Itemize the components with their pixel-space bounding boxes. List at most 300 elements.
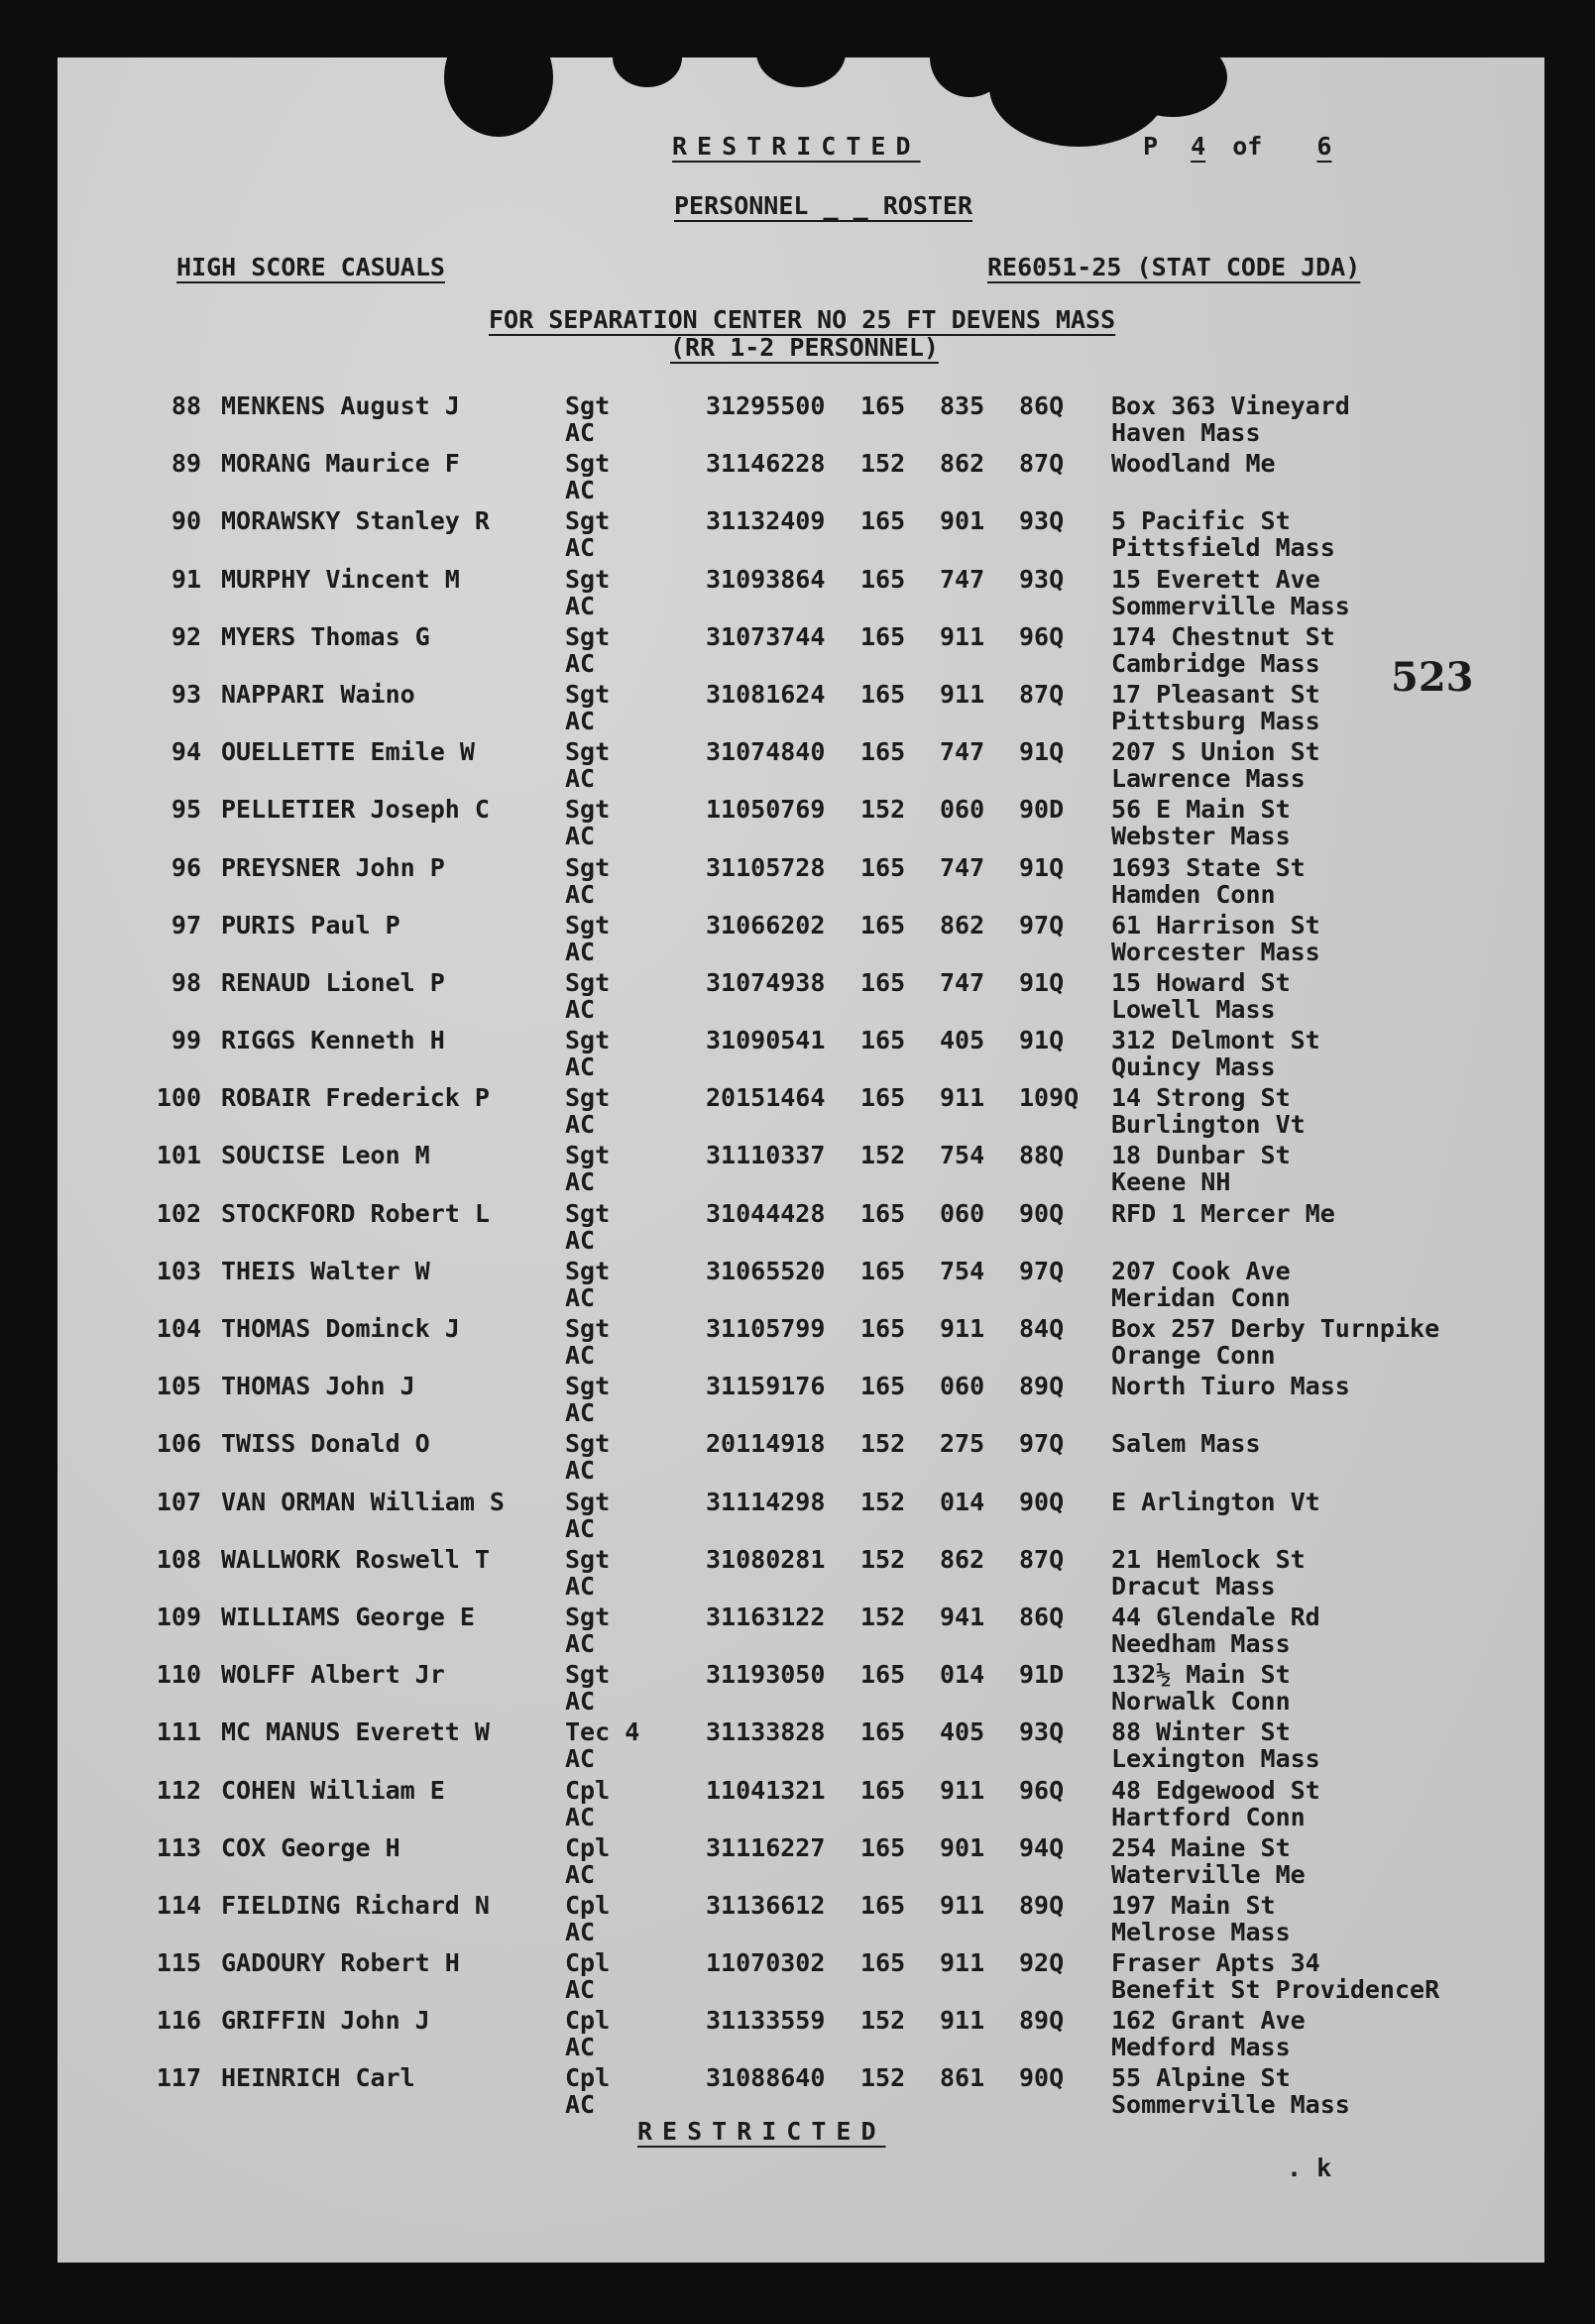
row-number: 107 — [156, 1487, 201, 1516]
arm-of-service: AC — [565, 1225, 596, 1255]
address-line-2: Haven Mass — [1111, 418, 1261, 447]
soldier-name: GRIFFIN John J — [221, 2006, 430, 2036]
soldier-name: THOMAS John J — [221, 1372, 415, 1401]
serial-number: 31074938 — [706, 967, 826, 997]
arm-of-service: AC — [565, 591, 596, 620]
page-indicator — [1143, 132, 1331, 161]
grade: Sgt — [565, 1429, 611, 1459]
score-code: 93Q — [1019, 506, 1065, 536]
score-code: 91D — [1019, 1660, 1065, 1690]
address-line-1: 207 Cook Ave — [1111, 1256, 1291, 1285]
grade: Sgt — [565, 679, 611, 709]
grade: Sgt — [565, 1083, 611, 1113]
grade: Cpl — [565, 1775, 611, 1805]
grade: Sgt — [565, 1256, 611, 1285]
soldier-name: PREYSNER John P — [221, 852, 445, 882]
address-line-2: Pittsfield Mass — [1111, 533, 1335, 563]
row-number: 89 — [171, 449, 201, 479]
code-a: 165 — [860, 621, 906, 651]
address-line-1: 14 Strong St — [1111, 1083, 1291, 1113]
score-code: 90Q — [1019, 2063, 1065, 2093]
table-row — [57, 1833, 1544, 1891]
table-row — [57, 1372, 1544, 1429]
arm-of-service: AC — [565, 879, 596, 909]
address-line-2: Cambridge Mass — [1111, 648, 1320, 678]
score-code: 94Q — [1019, 1832, 1065, 1862]
row-number: 115 — [156, 1948, 201, 1978]
code-b: 060 — [940, 1198, 985, 1228]
arm-of-service: AC — [565, 1571, 596, 1601]
address-line-1: 174 Chestnut St — [1111, 621, 1335, 651]
soldier-name: THEIS Walter W — [221, 1256, 430, 1285]
page-total: 6 — [1316, 132, 1332, 161]
code-b: 911 — [940, 1948, 985, 1978]
arm-of-service: AC — [565, 476, 596, 505]
code-b: 014 — [940, 1487, 985, 1516]
soldier-name: MURPHY Vincent M — [221, 564, 460, 594]
address-line-1: Box 257 Derby Turnpike — [1111, 1314, 1440, 1343]
soldier-name: MYERS Thomas G — [221, 621, 430, 651]
soldier-name: MC MANUS Everett W — [221, 1717, 490, 1747]
table-row — [57, 1488, 1544, 1545]
address-line-2: Burlington Vt — [1111, 1110, 1306, 1140]
grade: Cpl — [565, 1832, 611, 1862]
grade: Sgt — [565, 1314, 611, 1343]
address-line-1: Woodland Me — [1111, 449, 1276, 479]
arm-of-service: AC — [565, 1110, 596, 1140]
code-a: 165 — [860, 967, 906, 997]
score-code: 89Q — [1019, 1372, 1065, 1401]
unit-name: HIGH SCORE CASUALS — [176, 253, 445, 281]
soldier-name: MORANG Maurice F — [221, 449, 460, 479]
code-b: 901 — [940, 506, 985, 536]
row-number: 99 — [171, 1026, 201, 1055]
arm-of-service: AC — [565, 1513, 596, 1543]
score-code: 109Q — [1019, 1083, 1080, 1113]
address-line-2: Sommerville Mass — [1111, 2090, 1350, 2120]
address-line-1: Salem Mass — [1111, 1429, 1261, 1459]
arm-of-service: AC — [565, 1167, 596, 1197]
arm-of-service: AC — [565, 706, 596, 735]
code-b: 060 — [940, 795, 985, 825]
code-b: 747 — [940, 852, 985, 882]
table-row — [57, 1776, 1544, 1833]
address-line-2: Worcester Mass — [1111, 937, 1320, 966]
address-line-1: 5 Pacific St — [1111, 506, 1291, 536]
soldier-name: HEINRICH Carl — [221, 2063, 415, 2093]
score-code: 91Q — [1019, 737, 1065, 767]
arm-of-service: AC — [565, 2090, 596, 2120]
grade: Sgt — [565, 852, 611, 882]
soldier-name: SOUCISE Leon M — [221, 1141, 430, 1170]
serial-number: 31093864 — [706, 564, 826, 594]
table-row — [57, 565, 1544, 622]
score-code: 89Q — [1019, 2006, 1065, 2036]
table-row — [57, 680, 1544, 737]
table-row — [57, 1026, 1544, 1083]
code-b: 747 — [940, 564, 985, 594]
serial-number: 31295500 — [706, 391, 826, 420]
arm-of-service: AC — [565, 937, 596, 966]
code-b: 941 — [940, 1602, 985, 1631]
code-a: 152 — [860, 2006, 906, 2036]
table-row — [57, 622, 1544, 680]
code-b: 911 — [940, 621, 985, 651]
table-row — [57, 1083, 1544, 1141]
score-code: 97Q — [1019, 910, 1065, 940]
code-a: 165 — [860, 564, 906, 594]
code-a: 165 — [860, 1198, 906, 1228]
grade: Sgt — [565, 1487, 611, 1516]
code-b: 901 — [940, 1832, 985, 1862]
row-number: 95 — [171, 795, 201, 825]
table-row — [57, 968, 1544, 1026]
arm-of-service: AC — [565, 1628, 596, 1658]
score-code: 89Q — [1019, 1890, 1065, 1920]
address-line-2: Melrose Mass — [1111, 1917, 1291, 1946]
arm-of-service: AC — [565, 1398, 596, 1428]
table-row — [57, 506, 1544, 564]
score-code: 91Q — [1019, 1026, 1065, 1055]
code-a: 165 — [860, 1890, 906, 1920]
grade: Sgt — [565, 967, 611, 997]
row-number: 93 — [171, 679, 201, 709]
code-b: 754 — [940, 1141, 985, 1170]
grade: Sgt — [565, 795, 611, 825]
code-a: 152 — [860, 1602, 906, 1631]
arm-of-service: AC — [565, 1052, 596, 1082]
row-number: 104 — [156, 1314, 201, 1343]
score-code: 97Q — [1019, 1256, 1065, 1285]
grade: Sgt — [565, 449, 611, 479]
soldier-name: RIGGS Kenneth H — [221, 1026, 445, 1055]
address-line-1: 48 Edgewood St — [1111, 1775, 1320, 1805]
grade: Sgt — [565, 391, 611, 420]
code-b: 747 — [940, 967, 985, 997]
ink-blot — [756, 57, 846, 87]
address-line-2: Norwalk Conn — [1111, 1687, 1291, 1716]
address-line-1: 197 Main St — [1111, 1890, 1276, 1920]
address-line-1: 132½ Main St — [1111, 1660, 1291, 1690]
score-code: 93Q — [1019, 564, 1065, 594]
score-code: 90Q — [1019, 1487, 1065, 1516]
arm-of-service: AC — [565, 2033, 596, 2062]
table-row — [57, 1603, 1544, 1660]
address-line-1: 56 E Main St — [1111, 795, 1291, 825]
classification-footer: RESTRICTED — [637, 2117, 886, 2146]
grade: Sgt — [565, 1372, 611, 1401]
row-number: 91 — [171, 564, 201, 594]
code-a: 165 — [860, 1832, 906, 1862]
code-a: 152 — [860, 1429, 906, 1459]
table-row — [57, 911, 1544, 968]
score-code: 91Q — [1019, 852, 1065, 882]
table-row — [57, 2063, 1544, 2121]
address-line-1: 207 S Union St — [1111, 737, 1320, 767]
code-a: 165 — [860, 1717, 906, 1747]
row-number: 117 — [156, 2063, 201, 2093]
address-line-1: 44 Glendale Rd — [1111, 1602, 1320, 1631]
score-code: 86Q — [1019, 391, 1065, 420]
address-line-2: Lawrence Mass — [1111, 764, 1306, 794]
soldier-name: OUELLETTE Emile W — [221, 737, 475, 767]
code-b: 862 — [940, 910, 985, 940]
grade: Sgt — [565, 1141, 611, 1170]
soldier-name: PURIS Paul P — [221, 910, 400, 940]
arm-of-service: AC — [565, 1456, 596, 1486]
table-row — [57, 2006, 1544, 2063]
score-code: 87Q — [1019, 679, 1065, 709]
serial-number: 31088640 — [706, 2063, 826, 2093]
code-a: 152 — [860, 795, 906, 825]
serial-number: 20151464 — [706, 1083, 826, 1113]
grade: Sgt — [565, 1026, 611, 1055]
row-number: 94 — [171, 737, 201, 767]
table-row — [57, 1141, 1544, 1198]
address-line-2: Medford Mass — [1111, 2033, 1291, 2062]
address-line-1: 254 Maine St — [1111, 1832, 1291, 1862]
code-a: 152 — [860, 449, 906, 479]
score-code: 97Q — [1019, 1429, 1065, 1459]
address-line-1: 15 Everett Ave — [1111, 564, 1320, 594]
serial-number: 31105728 — [706, 852, 826, 882]
row-number: 98 — [171, 967, 201, 997]
code-b: 911 — [940, 1775, 985, 1805]
soldier-name: COX George H — [221, 1832, 400, 1862]
score-code: 96Q — [1019, 621, 1065, 651]
row-number: 114 — [156, 1890, 201, 1920]
code-b: 862 — [940, 449, 985, 479]
arm-of-service: AC — [565, 1802, 596, 1831]
soldier-name: WALLWORK Roswell T — [221, 1544, 490, 1574]
grade: Sgt — [565, 737, 611, 767]
code-a: 165 — [860, 506, 906, 536]
score-code: 86Q — [1019, 1602, 1065, 1631]
soldier-name: MENKENS August J — [221, 391, 460, 420]
grade: Sgt — [565, 1198, 611, 1228]
row-number: 97 — [171, 910, 201, 940]
of-label: of — [1232, 132, 1263, 161]
code-b: 014 — [940, 1660, 985, 1690]
score-code: 96Q — [1019, 1775, 1065, 1805]
grade: Sgt — [565, 506, 611, 536]
code-a: 165 — [860, 679, 906, 709]
grade: Sgt — [565, 564, 611, 594]
address-line-2: Needham Mass — [1111, 1628, 1291, 1658]
serial-number: 31132409 — [706, 506, 826, 536]
soldier-name: ROBAIR Frederick P — [221, 1083, 490, 1113]
grade: Cpl — [565, 1948, 611, 1978]
row-number: 96 — [171, 852, 201, 882]
address-line-2: Benefit St ProvidenceR — [1111, 1975, 1440, 2005]
serial-number: 11041321 — [706, 1775, 826, 1805]
row-number: 100 — [156, 1083, 201, 1113]
row-number: 103 — [156, 1256, 201, 1285]
stamp-number: 523 — [1391, 654, 1474, 701]
code-a: 165 — [860, 1660, 906, 1690]
table-row — [57, 1891, 1544, 1948]
serial-number: 31110337 — [706, 1141, 826, 1170]
code-b: 911 — [940, 679, 985, 709]
serial-number: 11050769 — [706, 795, 826, 825]
code-a: 165 — [860, 1083, 906, 1113]
stat-code: RE6051-25 (STAT CODE JDA) — [987, 253, 1361, 281]
serial-number: 31193050 — [706, 1660, 826, 1690]
serial-number: 31136612 — [706, 1890, 826, 1920]
table-row — [57, 795, 1544, 852]
score-code: 92Q — [1019, 1948, 1065, 1978]
row-number: 116 — [156, 2006, 201, 2036]
soldier-name: FIELDING Richard N — [221, 1890, 490, 1920]
code-a: 152 — [860, 1141, 906, 1170]
code-b: 911 — [940, 2006, 985, 2036]
code-a: 165 — [860, 1256, 906, 1285]
score-code: 87Q — [1019, 1544, 1065, 1574]
code-b: 405 — [940, 1026, 985, 1055]
soldier-name: RENAUD Lionel P — [221, 967, 445, 997]
destination-line: FOR SEPARATION CENTER NO 25 FT DEVENS MASS — [489, 305, 1116, 334]
code-b: 405 — [940, 1717, 985, 1747]
code-b: 911 — [940, 1083, 985, 1113]
row-number: 105 — [156, 1372, 201, 1401]
address-line-1: 61 Harrison St — [1111, 910, 1320, 940]
serial-number: 31044428 — [706, 1198, 826, 1228]
table-row — [57, 1257, 1544, 1314]
address-line-2: Hartford Conn — [1111, 1802, 1306, 1831]
code-b: 911 — [940, 1890, 985, 1920]
code-a: 165 — [860, 1948, 906, 1978]
soldier-name: MORAWSKY Stanley R — [221, 506, 490, 536]
code-b: 911 — [940, 1314, 985, 1343]
address-line-1: 18 Dunbar St — [1111, 1141, 1291, 1170]
soldier-name: STOCKFORD Robert L — [221, 1198, 490, 1228]
arm-of-service: AC — [565, 822, 596, 851]
code-b: 754 — [940, 1256, 985, 1285]
serial-number: 20114918 — [706, 1429, 826, 1459]
row-number: 92 — [171, 621, 201, 651]
soldier-name: GADOURY Robert H — [221, 1948, 460, 1978]
code-a: 152 — [860, 1544, 906, 1574]
address-line-2: Hamden Conn — [1111, 879, 1276, 909]
score-code: 84Q — [1019, 1314, 1065, 1343]
serial-number: 31159176 — [706, 1372, 826, 1401]
serial-number: 31133828 — [706, 1717, 826, 1747]
code-b: 275 — [940, 1429, 985, 1459]
address-line-1: 162 Grant Ave — [1111, 2006, 1306, 2036]
grade: Sgt — [565, 621, 611, 651]
soldier-name: COHEN William E — [221, 1775, 445, 1805]
grade: Sgt — [565, 1544, 611, 1574]
row-number: 113 — [156, 1832, 201, 1862]
address-line-2: Dracut Mass — [1111, 1571, 1276, 1601]
address-line-2: Meridan Conn — [1111, 1282, 1291, 1312]
soldier-name: WILLIAMS George E — [221, 1602, 475, 1631]
address-line-1: 1693 State St — [1111, 852, 1306, 882]
serial-number: 31146228 — [706, 449, 826, 479]
arm-of-service: AC — [565, 1341, 596, 1370]
address-line-1: 55 Alpine St — [1111, 2063, 1291, 2093]
serial-number: 31081624 — [706, 679, 826, 709]
row-number: 110 — [156, 1660, 201, 1690]
score-code: 90D — [1019, 795, 1065, 825]
soldier-name: WOLFF Albert Jr — [221, 1660, 445, 1690]
row-number: 112 — [156, 1775, 201, 1805]
row-number: 106 — [156, 1429, 201, 1459]
code-a: 165 — [860, 852, 906, 882]
code-b: 835 — [940, 391, 985, 420]
address-line-1: RFD 1 Mercer Me — [1111, 1198, 1335, 1228]
row-number: 90 — [171, 506, 201, 536]
row-number: 108 — [156, 1544, 201, 1574]
serial-number: 31074840 — [706, 737, 826, 767]
arm-of-service: AC — [565, 1282, 596, 1312]
code-a: 152 — [860, 1487, 906, 1516]
address-line-2: Lexington Mass — [1111, 1744, 1320, 1774]
score-code: 88Q — [1019, 1141, 1065, 1170]
arm-of-service: AC — [565, 1687, 596, 1716]
serial-number: 31090541 — [706, 1026, 826, 1055]
code-a: 165 — [860, 391, 906, 420]
roster-title: PERSONNEL _ _ ROSTER — [674, 191, 973, 220]
code-a: 165 — [860, 910, 906, 940]
code-a: 152 — [860, 2063, 906, 2093]
row-number: 102 — [156, 1198, 201, 1228]
address-line-1: 15 Howard St — [1111, 967, 1291, 997]
arm-of-service: AC — [565, 1859, 596, 1889]
code-a: 165 — [860, 1314, 906, 1343]
score-code: 93Q — [1019, 1717, 1065, 1747]
serial-number: 31065520 — [706, 1256, 826, 1285]
address-line-1: E Arlington Vt — [1111, 1487, 1320, 1516]
corner-mark: . k — [1287, 2154, 1332, 2182]
page-label: P — [1143, 132, 1159, 161]
grade: Tec 4 — [565, 1717, 640, 1747]
code-b: 862 — [940, 1544, 985, 1574]
table-row — [57, 737, 1544, 795]
arm-of-service: AC — [565, 1744, 596, 1774]
table-row — [57, 391, 1544, 449]
serial-number: 31105799 — [706, 1314, 826, 1343]
classification-text: RESTRICTED — [672, 132, 921, 161]
soldier-name: VAN ORMAN William S — [221, 1487, 505, 1516]
grade: Sgt — [565, 1660, 611, 1690]
address-line-1: 88 Winter St — [1111, 1717, 1291, 1747]
table-row — [57, 853, 1544, 911]
serial-number: 11070302 — [706, 1948, 826, 1978]
roster-page — [57, 57, 1544, 2263]
destination-subline: (RR 1-2 PERSONNEL) — [670, 333, 939, 362]
address-line-2: Sommerville Mass — [1111, 591, 1350, 620]
grade: Sgt — [565, 1602, 611, 1631]
arm-of-service: AC — [565, 1917, 596, 1946]
score-code: 90Q — [1019, 1198, 1065, 1228]
code-a: 165 — [860, 1372, 906, 1401]
address-line-2: Quincy Mass — [1111, 1052, 1276, 1082]
grade: Cpl — [565, 2006, 611, 2036]
table-row — [57, 1314, 1544, 1372]
grade: Cpl — [565, 2063, 611, 2093]
arm-of-service: AC — [565, 1975, 596, 2005]
page-number: 4 — [1191, 132, 1206, 161]
table-row — [57, 1545, 1544, 1603]
soldier-name: TWISS Donald O — [221, 1429, 430, 1459]
arm-of-service: AC — [565, 533, 596, 563]
soldier-name: THOMAS Dominck J — [221, 1314, 460, 1343]
score-code: 91Q — [1019, 967, 1065, 997]
address-line-2: Keene NH — [1111, 1167, 1231, 1197]
arm-of-service: AC — [565, 648, 596, 678]
table-row — [57, 1429, 1544, 1487]
